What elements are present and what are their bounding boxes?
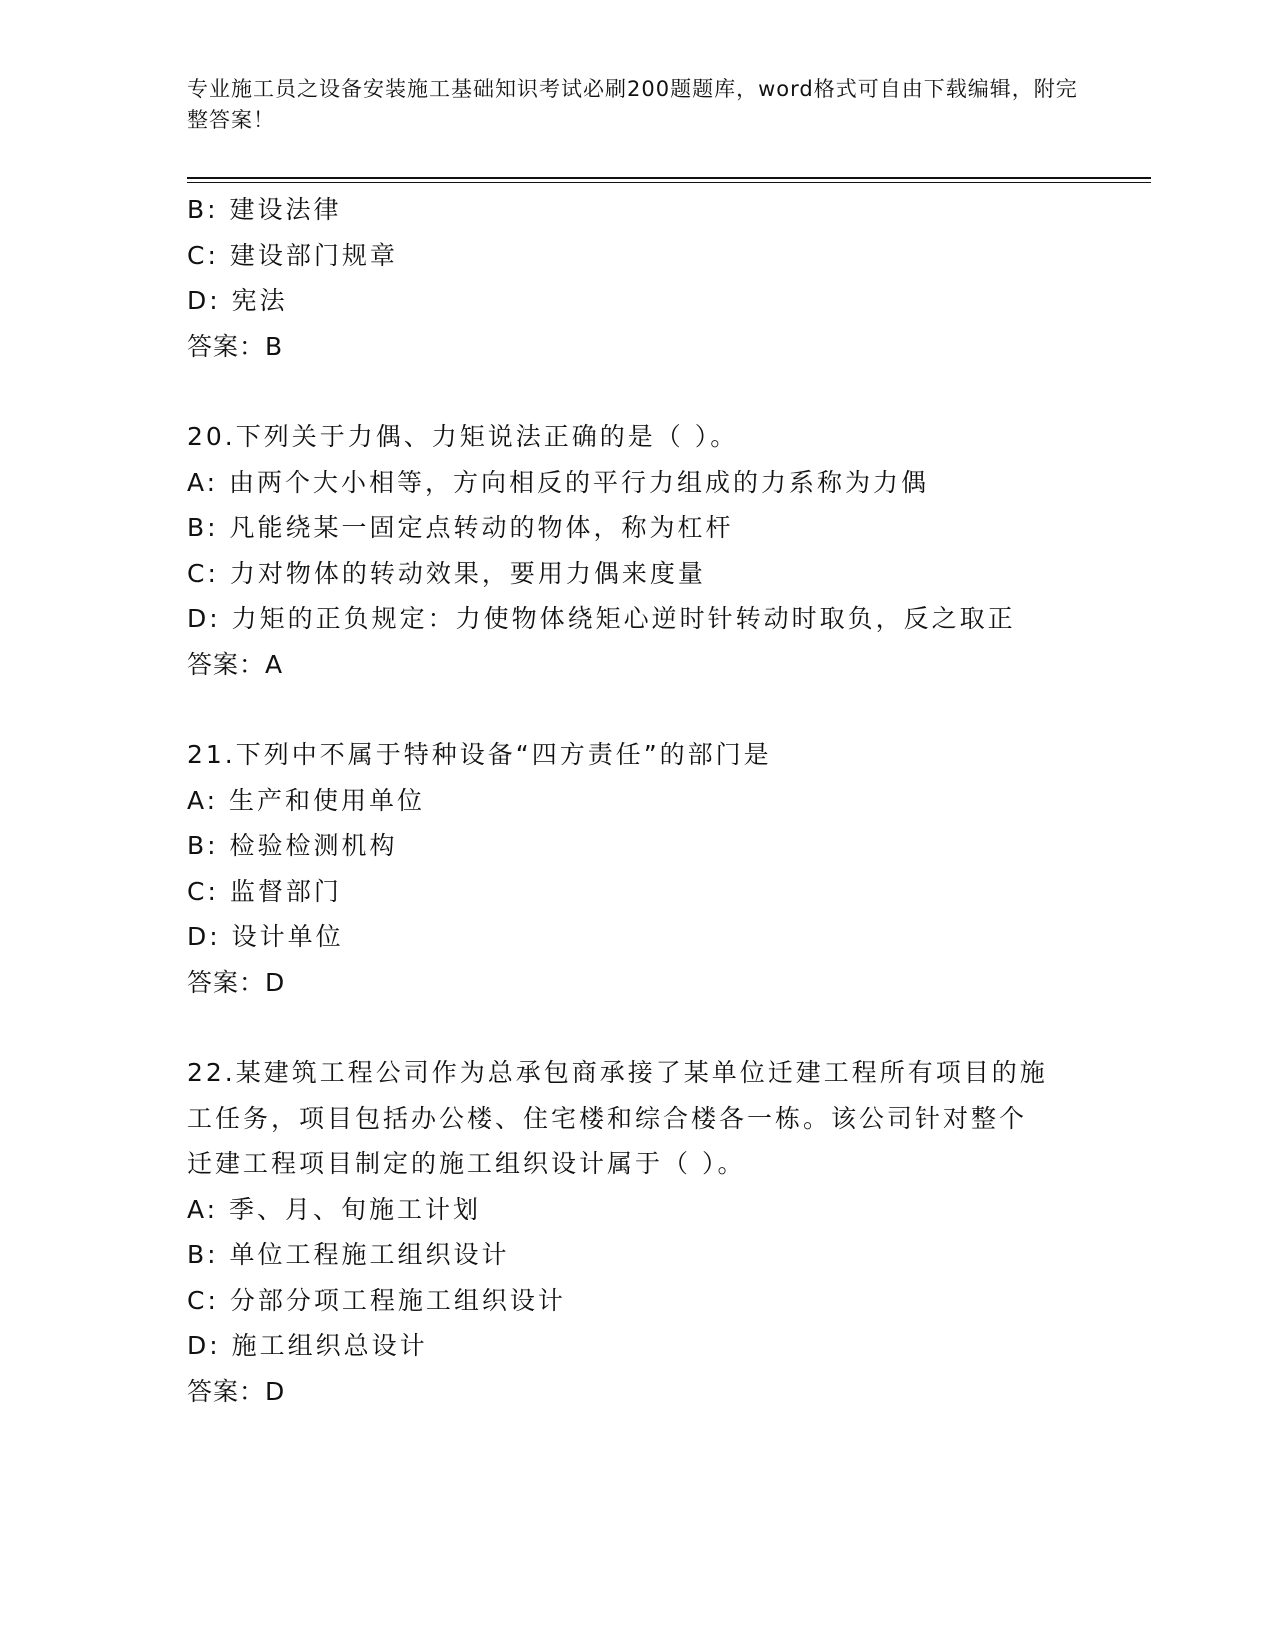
answer: 答案：B [187, 331, 284, 361]
option-a: A: 生产和使用单位 [187, 785, 426, 815]
spacer [187, 369, 1127, 414]
option-b: B: 凡能绕某一固定点转动的物体，称为杠杆 [187, 513, 734, 542]
option-c: C: 分部分项工程施工组织设计 [187, 1285, 566, 1315]
question-stem: 20.下列关于力偶、力矩说法正确的是（ ）。 [187, 422, 739, 451]
question-stem-line-1: 22.某建筑工程公司作为总承包商承接了某单位迁建工程所有项目的施 [187, 1058, 1048, 1087]
spacer [187, 687, 1127, 732]
header-divider-thin [187, 182, 1151, 183]
question-22 [187, 1050, 1127, 1414]
option-c: C: 监督部门 [187, 876, 342, 906]
option-b: B: 单位工程施工组织设计 [187, 1240, 510, 1269]
answer: 答案：A [187, 649, 284, 679]
question-stem: 21.下列中不属于特种设备“四方责任”的部门是 [187, 740, 772, 769]
question-stem-line-2: 工任务，项目包括办公楼、住宅楼和综合楼各一栋。该公司针对整个 [187, 1103, 1028, 1133]
option-d: D: 力矩的正负规定：力使物体绕矩心逆时针转动时取负，反之取正 [187, 604, 1016, 633]
option-b: B: 检验检测机构 [187, 831, 398, 860]
option-c: C: 建设部门规章 [187, 240, 398, 270]
document-header: 专业施工员之设备安装施工基础知识考试必刷200题题库，word格式可自由下载编辑，附完整答案！ [187, 77, 1078, 132]
question-21 [187, 732, 1127, 1005]
answer: 答案：D [187, 967, 286, 997]
option-d: D: 施工组织总设计 [187, 1331, 428, 1360]
question-stem-line-3: 迁建工程项目制定的施工组织设计属于（ ）。 [187, 1149, 746, 1178]
answer: 答案：D [187, 1376, 286, 1406]
option-a: A: 季、月、旬施工计划 [187, 1194, 482, 1224]
question-20 [187, 414, 1127, 687]
option-a: A: 由两个大小相等，方向相反的平行力组成的力系称为力偶 [187, 467, 930, 497]
option-d: D: 设计单位 [187, 922, 344, 951]
question-19-remainder [187, 187, 1127, 369]
question-list [187, 187, 1127, 1414]
header-divider-thick [187, 177, 1151, 179]
option-d: D: 宪法 [187, 286, 288, 315]
option-c: C: 力对物体的转动效果，要用力偶来度量 [187, 558, 706, 588]
spacer [187, 1005, 1127, 1050]
option-b: B: 建设法律 [187, 195, 342, 224]
